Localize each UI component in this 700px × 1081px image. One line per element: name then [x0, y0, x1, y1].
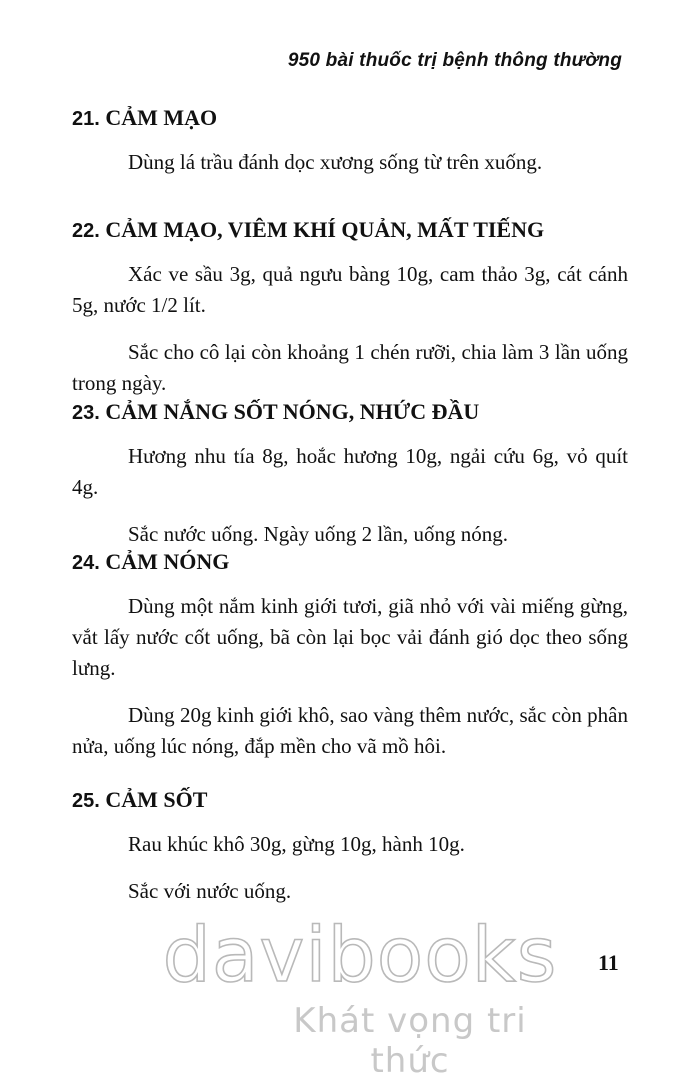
- paragraph: Sắc nước uống. Ngày uống 2 lần, uống nóng.: [128, 522, 509, 546]
- section-title: CẢM SỐT: [105, 787, 208, 812]
- section-number: 22.: [72, 220, 100, 242]
- watermark: [150, 910, 570, 1081]
- paragraph: Sắc với nước uống.: [128, 879, 292, 903]
- section-24: [72, 548, 628, 762]
- section-number: 24.: [72, 552, 100, 574]
- paragraph: Hương nhu tía 8g, hoắc hương 10g, ngải cứu 6g, vỏ quít 4g.: [72, 444, 628, 499]
- section-heading: [72, 548, 628, 577]
- section-heading: [72, 216, 628, 245]
- section-25: [72, 786, 628, 907]
- paragraph: Rau khúc khô 30g, gừng 10g, hành 10g.: [128, 832, 465, 856]
- section-title: CẢM NẮNG SỐT NÓNG, NHỨC ĐẦU: [105, 399, 480, 424]
- page-number: 11: [598, 950, 619, 975]
- section-heading: [72, 398, 628, 427]
- section-title: CẢM MẠO: [105, 105, 218, 130]
- section-22: [72, 216, 628, 399]
- watermark-brand: davibooks: [162, 910, 558, 999]
- watermark-slogan: Khát vọng tri thức: [293, 1001, 527, 1081]
- section-number: 23.: [72, 402, 100, 424]
- paragraph: Dùng 20g kinh giới khô, sao vàng thêm nước, sắc còn phân nửa, uống lúc nóng, đắp mền cho vã mồ hôi.: [72, 703, 628, 758]
- section-number: 25.: [72, 790, 100, 812]
- section-heading: [72, 786, 628, 815]
- running-head: 950 bài thuốc trị bệnh thông thường: [287, 50, 622, 71]
- paragraph: Xác ve sầu 3g, quả ngưu bàng 10g, cam thảo 3g, cát cánh 5g, nước 1/2 lít.: [72, 262, 628, 317]
- section-title: CẢM MẠO, VIÊM KHÍ QUẢN, MẤT TIẾNG: [105, 217, 545, 242]
- section-heading: [72, 104, 628, 133]
- section-number: 21.: [72, 108, 100, 130]
- paragraph: Dùng một nắm kinh giới tươi, giã nhỏ với vài miếng gừng, vắt lấy nước cốt uống, bã còn lại bọc vải đánh gió dọc theo sống lưng.: [72, 594, 628, 680]
- section-title: CẢM NÓNG: [105, 549, 230, 574]
- section-23: [72, 398, 628, 550]
- section-21: [72, 104, 628, 178]
- paragraph: Dùng lá trầu đánh dọc xương sống từ trên xuống.: [128, 150, 543, 174]
- paragraph: Sắc cho cô lại còn khoảng 1 chén rưỡi, chia làm 3 lần uống trong ngày.: [72, 340, 628, 395]
